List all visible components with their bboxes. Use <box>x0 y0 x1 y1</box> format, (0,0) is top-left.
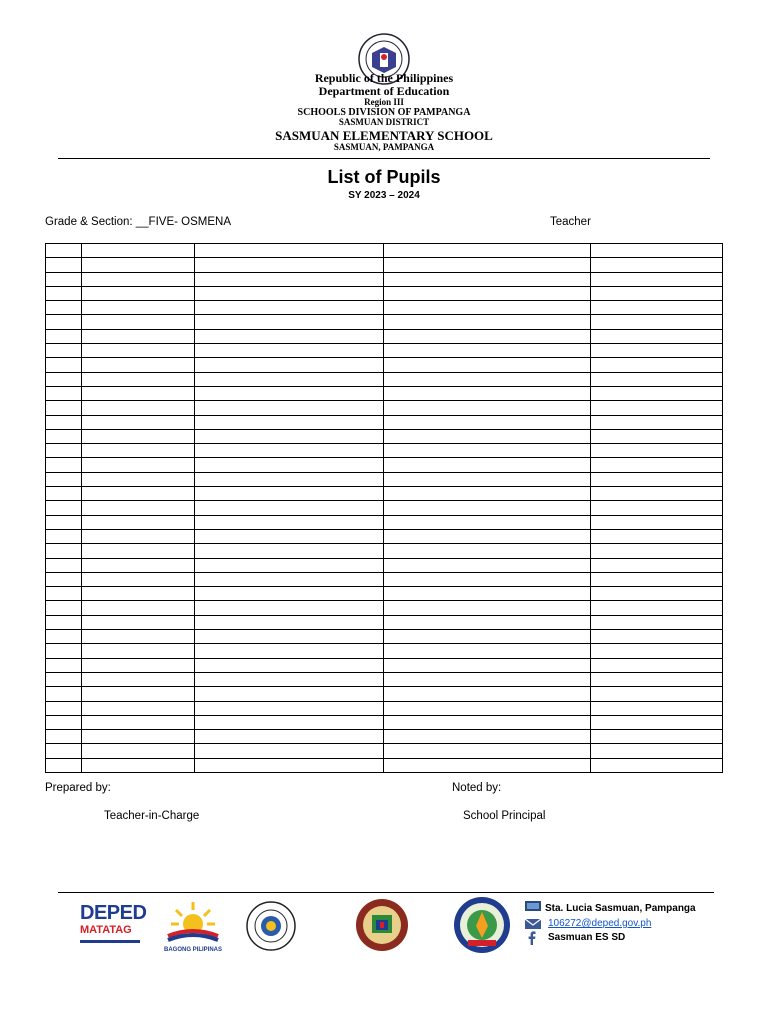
table-cell <box>384 758 591 772</box>
deped-logo-text: DEPED <box>80 902 147 924</box>
table-cell <box>591 715 723 729</box>
table-cell <box>195 458 384 472</box>
table-cell <box>591 401 723 415</box>
table-cell <box>46 344 82 358</box>
table-cell <box>82 315 195 329</box>
table-row <box>46 529 723 543</box>
table-cell <box>591 744 723 758</box>
table-cell <box>384 386 591 400</box>
table-cell <box>591 529 723 543</box>
table-cell <box>384 572 591 586</box>
table-cell <box>46 415 82 429</box>
bagong-pilipinas-logo <box>160 900 226 954</box>
table-cell <box>195 415 384 429</box>
table-row <box>46 715 723 729</box>
table-cell <box>82 758 195 772</box>
table-cell <box>195 429 384 443</box>
table-cell <box>46 315 82 329</box>
table-cell <box>82 730 195 744</box>
table-row <box>46 587 723 601</box>
noted-by-label: Noted by: <box>452 782 502 794</box>
table-cell <box>384 472 591 486</box>
table-cell <box>46 515 82 529</box>
footer-email-link[interactable]: 106272@deped.gov.ph <box>548 918 652 929</box>
table-row <box>46 544 723 558</box>
table-cell <box>384 301 591 315</box>
table-cell <box>384 529 591 543</box>
table-cell <box>46 758 82 772</box>
table-cell <box>82 487 195 501</box>
table-row <box>46 615 723 629</box>
letterhead-division: SCHOOLS DIVISION OF PAMPANGA <box>297 107 471 118</box>
table-row <box>46 701 723 715</box>
table-cell <box>195 487 384 501</box>
table-row <box>46 301 723 315</box>
table-cell <box>384 458 591 472</box>
pupil-list-table <box>45 243 723 773</box>
table-cell <box>384 372 591 386</box>
table-cell <box>591 244 723 258</box>
table-cell <box>591 558 723 572</box>
table-cell <box>82 658 195 672</box>
letterhead-district: SASMUAN DISTRICT <box>338 117 430 127</box>
table-cell <box>591 315 723 329</box>
sasmuan-school-seal-icon <box>448 896 516 954</box>
table-cell <box>591 544 723 558</box>
table-cell <box>195 615 384 629</box>
table-row <box>46 244 723 258</box>
table-cell <box>46 572 82 586</box>
table-row <box>46 344 723 358</box>
table-cell <box>195 329 384 343</box>
table-cell <box>46 386 82 400</box>
school-address: SASMUAN, PAMPANGA <box>333 142 435 152</box>
table-row <box>46 572 723 586</box>
prepared-role: Teacher-in-Charge <box>104 810 200 822</box>
table-cell <box>591 672 723 686</box>
table-cell <box>384 687 591 701</box>
letterhead-department: Department of Education <box>318 84 450 98</box>
table-cell <box>46 258 82 272</box>
table-cell <box>591 758 723 772</box>
table-cell <box>195 687 384 701</box>
table-row <box>46 487 723 501</box>
table-cell <box>195 630 384 644</box>
table-cell <box>384 744 591 758</box>
table-cell <box>384 344 591 358</box>
table-cell <box>591 358 723 372</box>
table-row <box>46 315 723 329</box>
table-row <box>46 515 723 529</box>
table-cell <box>82 344 195 358</box>
table-cell <box>82 244 195 258</box>
table-cell <box>82 415 195 429</box>
table-cell <box>195 658 384 672</box>
table-cell <box>384 487 591 501</box>
table-cell <box>195 501 384 515</box>
table-cell <box>591 572 723 586</box>
table-cell <box>195 529 384 543</box>
table-cell <box>195 715 384 729</box>
table-cell <box>46 701 82 715</box>
grade-section-label: Grade & Section: __FIVE- OSMENA <box>45 216 231 228</box>
header-divider <box>58 158 710 159</box>
table-cell <box>591 344 723 358</box>
footer-address: Sta. Lucia Sasmuan, Pampanga <box>545 903 696 914</box>
table-cell <box>384 415 591 429</box>
table-cell <box>195 758 384 772</box>
table-cell <box>384 429 591 443</box>
table-cell <box>591 730 723 744</box>
table-cell <box>82 401 195 415</box>
table-cell <box>591 501 723 515</box>
table-cell <box>195 515 384 529</box>
table-cell <box>82 458 195 472</box>
location-sign-icon <box>524 900 542 914</box>
table-cell <box>46 529 82 543</box>
matatag-logo-text: MATATAG <box>80 924 132 936</box>
table-cell <box>195 244 384 258</box>
table-cell <box>195 644 384 658</box>
table-cell <box>46 329 82 343</box>
table-cell <box>82 501 195 515</box>
table-cell <box>195 315 384 329</box>
table-cell <box>591 687 723 701</box>
table-row <box>46 601 723 615</box>
table-cell <box>46 358 82 372</box>
table-cell <box>82 572 195 586</box>
table-cell <box>384 558 591 572</box>
table-row <box>46 644 723 658</box>
table-row <box>46 458 723 472</box>
table-cell <box>195 558 384 572</box>
page-title: List of Pupils <box>327 167 441 187</box>
table-cell <box>82 587 195 601</box>
table-cell <box>46 544 82 558</box>
facebook-icon <box>526 931 538 945</box>
table-cell <box>195 444 384 458</box>
table-cell <box>195 701 384 715</box>
table-cell <box>195 544 384 558</box>
table-cell <box>591 444 723 458</box>
table-cell <box>46 587 82 601</box>
teacher-label: Teacher <box>550 216 591 228</box>
table-cell <box>46 630 82 644</box>
table-cell <box>195 358 384 372</box>
table-cell <box>195 572 384 586</box>
table-cell <box>384 644 591 658</box>
table-cell <box>195 286 384 300</box>
table-cell <box>384 501 591 515</box>
table-cell <box>384 444 591 458</box>
table-cell <box>82 529 195 543</box>
department-of-education-seal-icon <box>238 900 304 952</box>
table-cell <box>46 272 82 286</box>
table-cell <box>384 272 591 286</box>
table-cell <box>195 386 384 400</box>
deped-matatag-logo <box>80 902 150 950</box>
table-cell <box>591 415 723 429</box>
table-cell <box>195 472 384 486</box>
table-row <box>46 286 723 300</box>
table-cell <box>82 258 195 272</box>
table-row <box>46 372 723 386</box>
table-row <box>46 472 723 486</box>
table-cell <box>46 401 82 415</box>
table-cell <box>384 587 591 601</box>
noted-role: School Principal <box>463 810 546 822</box>
table-row <box>46 558 723 572</box>
table-cell <box>82 644 195 658</box>
table-cell <box>82 715 195 729</box>
bagong-pilipinas-text: BAGONG PILIPINAS <box>163 947 222 953</box>
table-cell <box>591 644 723 658</box>
table-cell <box>46 372 82 386</box>
table-cell <box>82 701 195 715</box>
table-cell <box>46 301 82 315</box>
table-cell <box>384 601 591 615</box>
table-cell <box>195 730 384 744</box>
table-row <box>46 501 723 515</box>
table-cell <box>591 487 723 501</box>
table-row <box>46 415 723 429</box>
table-row <box>46 329 723 343</box>
table-cell <box>195 301 384 315</box>
table-row <box>46 687 723 701</box>
prepared-by-label: Prepared by: <box>45 782 111 794</box>
table-row <box>46 658 723 672</box>
table-cell <box>82 272 195 286</box>
table-cell <box>82 472 195 486</box>
table-cell <box>82 372 195 386</box>
letterhead-country: Republic of the Philippines <box>314 71 454 85</box>
table-cell <box>384 258 591 272</box>
footer-facebook-page: Sasmuan ES SD <box>548 932 626 943</box>
table-cell <box>82 672 195 686</box>
school-name: SASMUAN ELEMENTARY SCHOOL <box>275 128 493 143</box>
table-cell <box>46 286 82 300</box>
table-cell <box>384 701 591 715</box>
table-row <box>46 401 723 415</box>
table-cell <box>82 329 195 343</box>
table-cell <box>195 744 384 758</box>
table-cell <box>82 615 195 629</box>
table-cell <box>591 515 723 529</box>
table-cell <box>195 601 384 615</box>
table-cell <box>384 401 591 415</box>
table-cell <box>591 472 723 486</box>
table-row <box>46 730 723 744</box>
table-cell <box>46 601 82 615</box>
table-row <box>46 386 723 400</box>
table-row <box>46 672 723 686</box>
table-cell <box>82 429 195 443</box>
table-cell <box>384 515 591 529</box>
table-cell <box>46 715 82 729</box>
table-row <box>46 258 723 272</box>
table-cell <box>46 744 82 758</box>
table-cell <box>591 286 723 300</box>
email-icon <box>524 917 542 931</box>
table-cell <box>384 715 591 729</box>
letterhead-region: Region III <box>364 97 404 107</box>
table-cell <box>384 730 591 744</box>
district-seal-icon <box>350 898 414 952</box>
table-row <box>46 358 723 372</box>
table-cell <box>82 444 195 458</box>
table-cell <box>195 372 384 386</box>
table-cell <box>384 615 591 629</box>
table-cell <box>82 286 195 300</box>
table-cell <box>591 630 723 644</box>
table-cell <box>82 515 195 529</box>
table-cell <box>384 315 591 329</box>
table-cell <box>46 244 82 258</box>
table-row <box>46 444 723 458</box>
table-cell <box>384 658 591 672</box>
table-cell <box>46 672 82 686</box>
table-cell <box>46 487 82 501</box>
table-cell <box>46 658 82 672</box>
table-cell <box>591 372 723 386</box>
table-cell <box>384 358 591 372</box>
table-cell <box>46 644 82 658</box>
table-row <box>46 744 723 758</box>
table-cell <box>195 401 384 415</box>
table-cell <box>82 601 195 615</box>
table-cell <box>82 687 195 701</box>
table-row <box>46 272 723 286</box>
table-cell <box>46 558 82 572</box>
table-cell <box>591 615 723 629</box>
table-cell <box>195 672 384 686</box>
table-cell <box>195 258 384 272</box>
table-cell <box>82 544 195 558</box>
table-cell <box>591 587 723 601</box>
table-cell <box>591 329 723 343</box>
table-cell <box>591 429 723 443</box>
table-cell <box>82 301 195 315</box>
table-cell <box>591 301 723 315</box>
table-cell <box>46 458 82 472</box>
table-cell <box>384 329 591 343</box>
table-cell <box>82 358 195 372</box>
table-cell <box>82 386 195 400</box>
table-cell <box>46 501 82 515</box>
table-cell <box>384 286 591 300</box>
table-cell <box>384 244 591 258</box>
table-cell <box>591 386 723 400</box>
table-cell <box>384 544 591 558</box>
table-row <box>46 630 723 644</box>
bagong-pilipinas-sun-icon <box>160 900 226 942</box>
footer-divider <box>58 892 714 893</box>
table-cell <box>384 630 591 644</box>
table-cell <box>195 344 384 358</box>
table-cell <box>46 429 82 443</box>
table-cell <box>591 458 723 472</box>
table-cell <box>591 601 723 615</box>
table-cell <box>82 630 195 644</box>
table-cell <box>46 687 82 701</box>
school-year: SY 2023 – 2024 <box>348 190 420 201</box>
table-cell <box>46 472 82 486</box>
table-cell <box>591 658 723 672</box>
table-cell <box>82 744 195 758</box>
table-cell <box>591 258 723 272</box>
table-row <box>46 429 723 443</box>
table-cell <box>82 558 195 572</box>
table-cell <box>46 615 82 629</box>
table-cell <box>195 272 384 286</box>
table-cell <box>195 587 384 601</box>
table-cell <box>46 730 82 744</box>
table-cell <box>384 672 591 686</box>
table-row <box>46 758 723 772</box>
table-cell <box>591 272 723 286</box>
table-cell <box>46 444 82 458</box>
table-cell <box>591 701 723 715</box>
